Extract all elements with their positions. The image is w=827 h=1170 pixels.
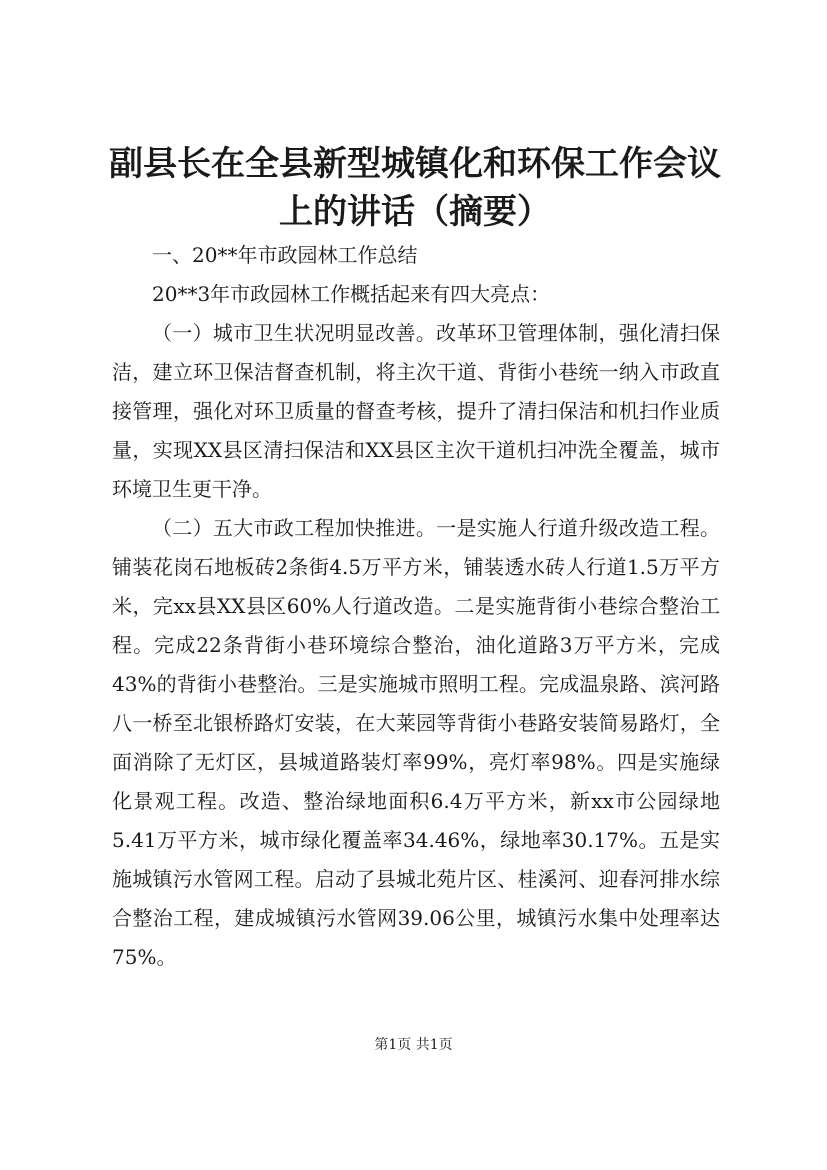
section-heading: 一、20**年市政园林工作总结 bbox=[152, 243, 418, 267]
page-number: 第1页 共1页 bbox=[374, 1037, 453, 1053]
document-title: 副县长在全县新型城镇化和环保工作会议上的讲话（摘要） bbox=[109, 144, 721, 232]
paragraph-sanitation: （一）城市卫生状况明显改善。改革环卫管理体制，强化清扫保洁，建立环卫保洁督查机制，将主次干道、背街小巷统一纳入市政直接管理，强化对环卫质量的督查考核，提升了清扫保洁和机扫作业质量，实现XX县区清扫保洁和XX县区主次干道机扫冲洗全覆盖，城市环境卫生更干净。 bbox=[112, 321, 720, 501]
paragraph-projects: （二）五大市政工程加快推进。一是实施人行道升级改造工程。铺装花岗石地板砖2条街4.5万平方米，铺装透水砖人行道1.5万平方米，完xx县XX县区60%人行道改造。二是实施背街小巷综合整治工程。完成22条背街小巷环境综合整治，油化道路3万平方米，完成43%的背街小巷整治。三是实施城市照明工程。完成温泉路、滨河路八一桥至北银桥路灯安装，在大莱园等背街小巷路安装简易路灯，全面消除了无灯区，县城道路装灯率99%，亮灯率98%。四是实施绿化景观工程。改造、整治绿地面积6.4万平方米，新xx市公园绿地5.41万平方米，城市绿化覆盖率34.46%，绿地率30.17%。五是实施城镇污水管网工程。启动了县城北苑片区、桂溪河、迎春河排水综合整治工程，建成城镇污水管网39.06公里，城镇污水集中处理率达75%。 bbox=[112, 516, 720, 969]
paragraph-intro: 20**3年市政园林工作概括起来有四大亮点： bbox=[152, 282, 551, 306]
document-body bbox=[112, 236, 720, 977]
